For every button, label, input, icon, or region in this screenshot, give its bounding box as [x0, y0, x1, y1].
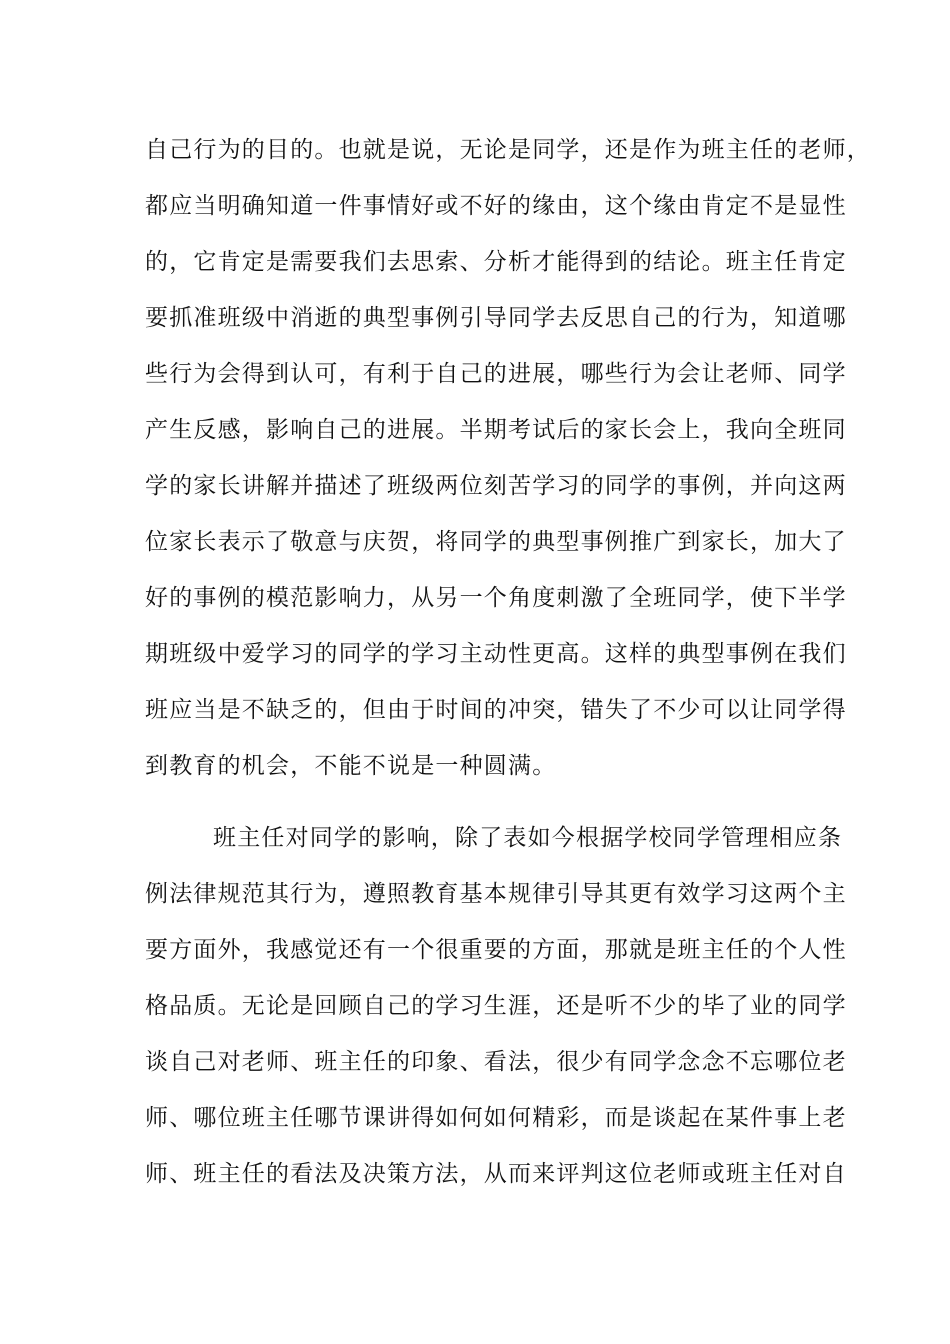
paragraph-2-line-6: 师、哪位班主任哪节课讲得如何如何精彩，而是谈起在某件事上老 — [145, 1105, 847, 1131]
paragraph-2-line-5: 谈自己对老师、班主任的印象、看法，很少有同学念念不忘哪位老 — [145, 1049, 847, 1075]
paragraph-2-line-4: 格品质。无论是回顾自己的学习生涯，还是听不少的毕了业的同学 — [145, 993, 847, 1019]
paragraph-2 — [145, 810, 847, 1202]
paragraph-1-line-1: 自己行为的目的。也就是说，无论是同学，还是作为班主任的老师， — [145, 137, 871, 163]
paragraph-1-line-9: 好的事例的模范影响力，从另一个角度刺激了全班同学，使下半学 — [145, 585, 847, 611]
paragraph-2-line-2: 例法律规范其行为，遵照教育基本规律引导其更有效学习这两个主 — [145, 881, 847, 907]
paragraph-1-line-2: 都应当明确知道一件事情好或不好的缘由，这个缘由肯定不是显性 — [145, 193, 847, 219]
paragraph-1-line-4: 要抓准班级中消逝的典型事例引导同学去反思自己的行为，知道哪 — [145, 305, 847, 331]
paragraph-2-line-3: 要方面外，我感觉还有一个很重要的方面，那就是班主任的个人性 — [145, 937, 847, 963]
paragraph-1-line-7: 学的家长讲解并描述了班级两位刻苦学习的同学的事例，并向这两 — [145, 473, 847, 499]
paragraph-1-line-5: 些行为会得到认可，有利于自己的进展，哪些行为会让老师、同学 — [145, 361, 847, 387]
paragraph-1-line-10: 期班级中爱学习的同学的学习主动性更高。这样的典型事例在我们 — [145, 641, 847, 667]
paragraph-1-line-3: 的，它肯定是需要我们去思索、分析才能得到的结论。班主任肯定 — [145, 249, 847, 275]
paragraph-1-line-12: 到教育的机会，不能不说是一种圆满。 — [145, 753, 557, 779]
paragraph-2-line-1: 班主任对同学的影响，除了表如今根据学校同学管理相应条 — [213, 825, 843, 851]
paragraph-1-line-11: 班应当是不缺乏的，但由于时间的冲突，错失了不少可以让同学得 — [145, 697, 847, 723]
paragraph-1 — [145, 122, 871, 794]
paragraph-1-line-8: 位家长表示了敬意与庆贺，将同学的典型事例推广到家长，加大了 — [145, 529, 847, 555]
paragraph-1-line-6: 产生反感，影响自己的进展。半期考试后的家长会上，我向全班同 — [145, 417, 847, 443]
paragraph-2-line-7: 师、班主任的看法及决策方法，从而来评判这位老师或班主任对自 — [145, 1161, 847, 1187]
